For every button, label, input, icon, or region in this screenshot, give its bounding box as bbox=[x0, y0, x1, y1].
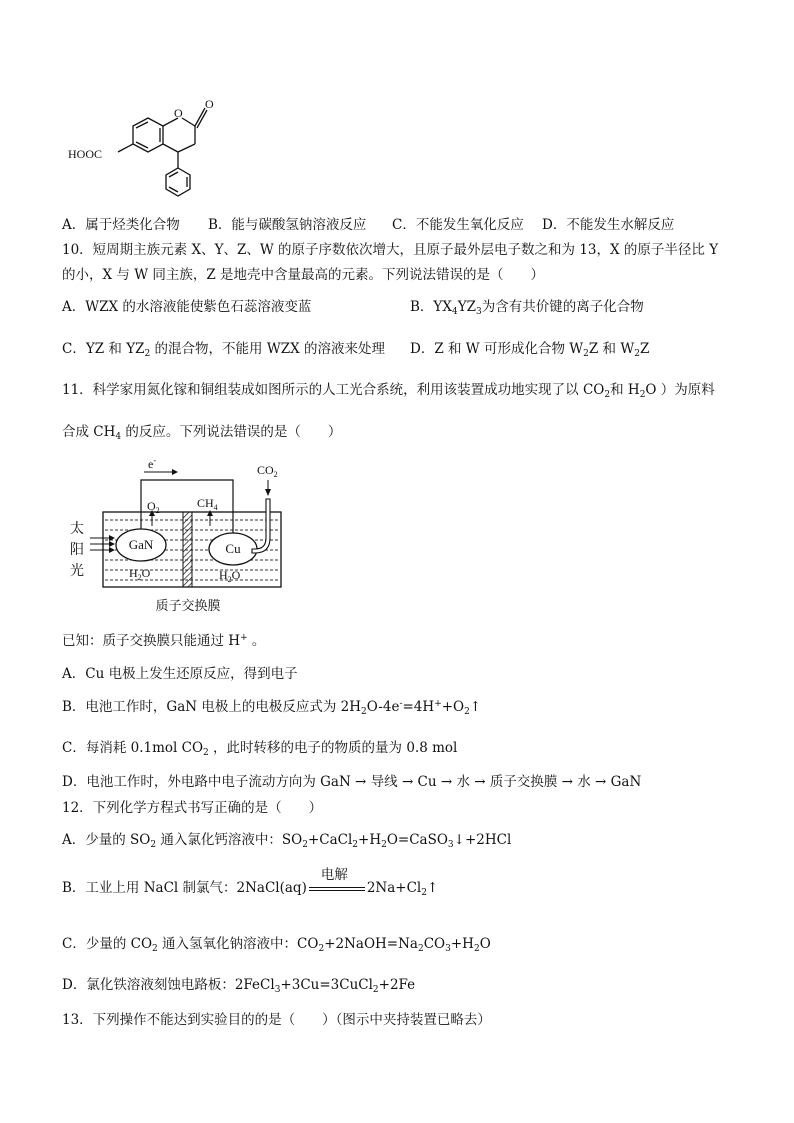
gan-label: GaN bbox=[128, 537, 154, 552]
ch4-label: $CH_4$ bbox=[197, 496, 218, 512]
q11-option-a[interactable]: A．Cu 电极上发生还原反应，得到电子 bbox=[62, 666, 298, 682]
q11-stem-line1: 11．科学家用氮化镓和铜组装成如图所示的人工光合系统，利用该装置成功地实现了以 $CO_2$和 $H_2O$ ）为原料 bbox=[62, 382, 715, 400]
q9-option-c[interactable]: C．不能发生氧化反应 bbox=[392, 217, 524, 233]
q10-stem-line2: 的小，X 与 W 同主族，Z 是地壳中含量最高的元素。下列说法错误的是（ ） bbox=[62, 267, 545, 283]
q10-option-b[interactable]: B．$YX_4YZ_3$为含有共价键的离子化合物 bbox=[410, 299, 644, 317]
cu-label: Cu bbox=[225, 541, 241, 556]
q10-option-c[interactable]: C．YZ 和 $YZ_2$ 的混合物，不能用 WZX 的溶液来处理 bbox=[62, 341, 385, 359]
water-label-right: $H_2O$ bbox=[219, 568, 241, 584]
q13-stem: 13．下列操作不能达到实验目的的是（ ）（图示中夹持装置已略去） bbox=[62, 1012, 491, 1028]
membrane-label: 质子交换膜 bbox=[155, 598, 221, 613]
electrolysis-condition: 电解 bbox=[307, 879, 367, 897]
proton-exchange-membrane bbox=[183, 512, 192, 587]
o2-label: $O_2$ bbox=[147, 499, 160, 515]
q12-option-a[interactable]: A．少量的 $SO_2$ 通入氯化钙溶液中：$SO_2+CaCl_2+H_2O=CaSO_3↓+2HCl$ bbox=[62, 832, 512, 850]
sunlight-label-2: 阳 bbox=[70, 543, 84, 558]
q11-stem-line2: 合成 $CH_4$ 的反应。下列说法错误的是（ ） bbox=[62, 424, 342, 442]
q9-option-d[interactable]: D．不能发生水解反应 bbox=[542, 217, 675, 233]
q10-stem-line1: 10．短周期主族元素 X、Y、Z、W 的原子序数依次增大，且原子最外层电子数之和为 13，X 的原子半径比 Y bbox=[62, 242, 719, 258]
co2-label: $CO_2$ bbox=[257, 463, 278, 479]
oxygen-atom-label: O bbox=[174, 106, 183, 120]
q11-option-d[interactable]: D．电池工作时，外电路中电子流动方向为 GaN → 导线 → Cu → 水 → 质子交换膜 → 水 → GaN bbox=[62, 774, 642, 790]
q9-option-b[interactable]: B．能与碳酸氢钠溶液反应 bbox=[208, 217, 367, 233]
q12-option-c[interactable]: C．少量的 $CO_2$ 通入氢氧化钠溶液中：$CO_2+2NaOH=Na_2CO_3+H_2O$ bbox=[62, 936, 491, 954]
chromanone-structure bbox=[60, 88, 230, 203]
q12-option-d[interactable]: D．氯化铁溶液刻蚀电路板：2FeCl$_3$+3Cu=3CuCl$_2$+2Fe bbox=[62, 977, 416, 995]
sunlight-label-3: 光 bbox=[70, 564, 84, 579]
sunlight-label-1: 太 bbox=[70, 522, 84, 537]
q9-option-a[interactable]: A．属于烃类化合物 bbox=[62, 217, 180, 233]
q10-option-d[interactable]: D．Z 和 W 可形成化合物 $W_2Z$ 和 $W_2Z$ bbox=[410, 341, 650, 359]
carbonyl-oxygen-label: O bbox=[205, 97, 214, 111]
q11-option-c[interactable]: C．每消耗 0.1mol $CO_2$ ，此时转移的电子的物质的量为 0.8 mol bbox=[62, 740, 458, 758]
q11-known: 已知：质子交换膜只能通过 H+ 。 bbox=[62, 633, 266, 649]
electron-label: e- bbox=[148, 456, 156, 471]
q12-stem: 12．下列化学方程式书写正确的是（ ） bbox=[62, 800, 323, 816]
q12-option-b[interactable]: B．工业上用 NaCl 制氯气：2NaCl(aq) 电解 $2Na+Cl_2↑$ bbox=[62, 867, 439, 898]
q11-option-b[interactable]: B．电池工作时，GaN 电极上的电极反应式为 $2H_2O-4e^-=4H^++O_2↑$ bbox=[62, 699, 482, 717]
q10-option-a[interactable]: A．WZX 的水溶液能使紫色石蕊溶液变蓝 bbox=[62, 299, 312, 315]
water-label-left: $H_2O$ bbox=[129, 566, 151, 582]
photosynthesis-cell-diagram bbox=[62, 452, 302, 622]
hooc-label: HOOC bbox=[68, 147, 103, 161]
